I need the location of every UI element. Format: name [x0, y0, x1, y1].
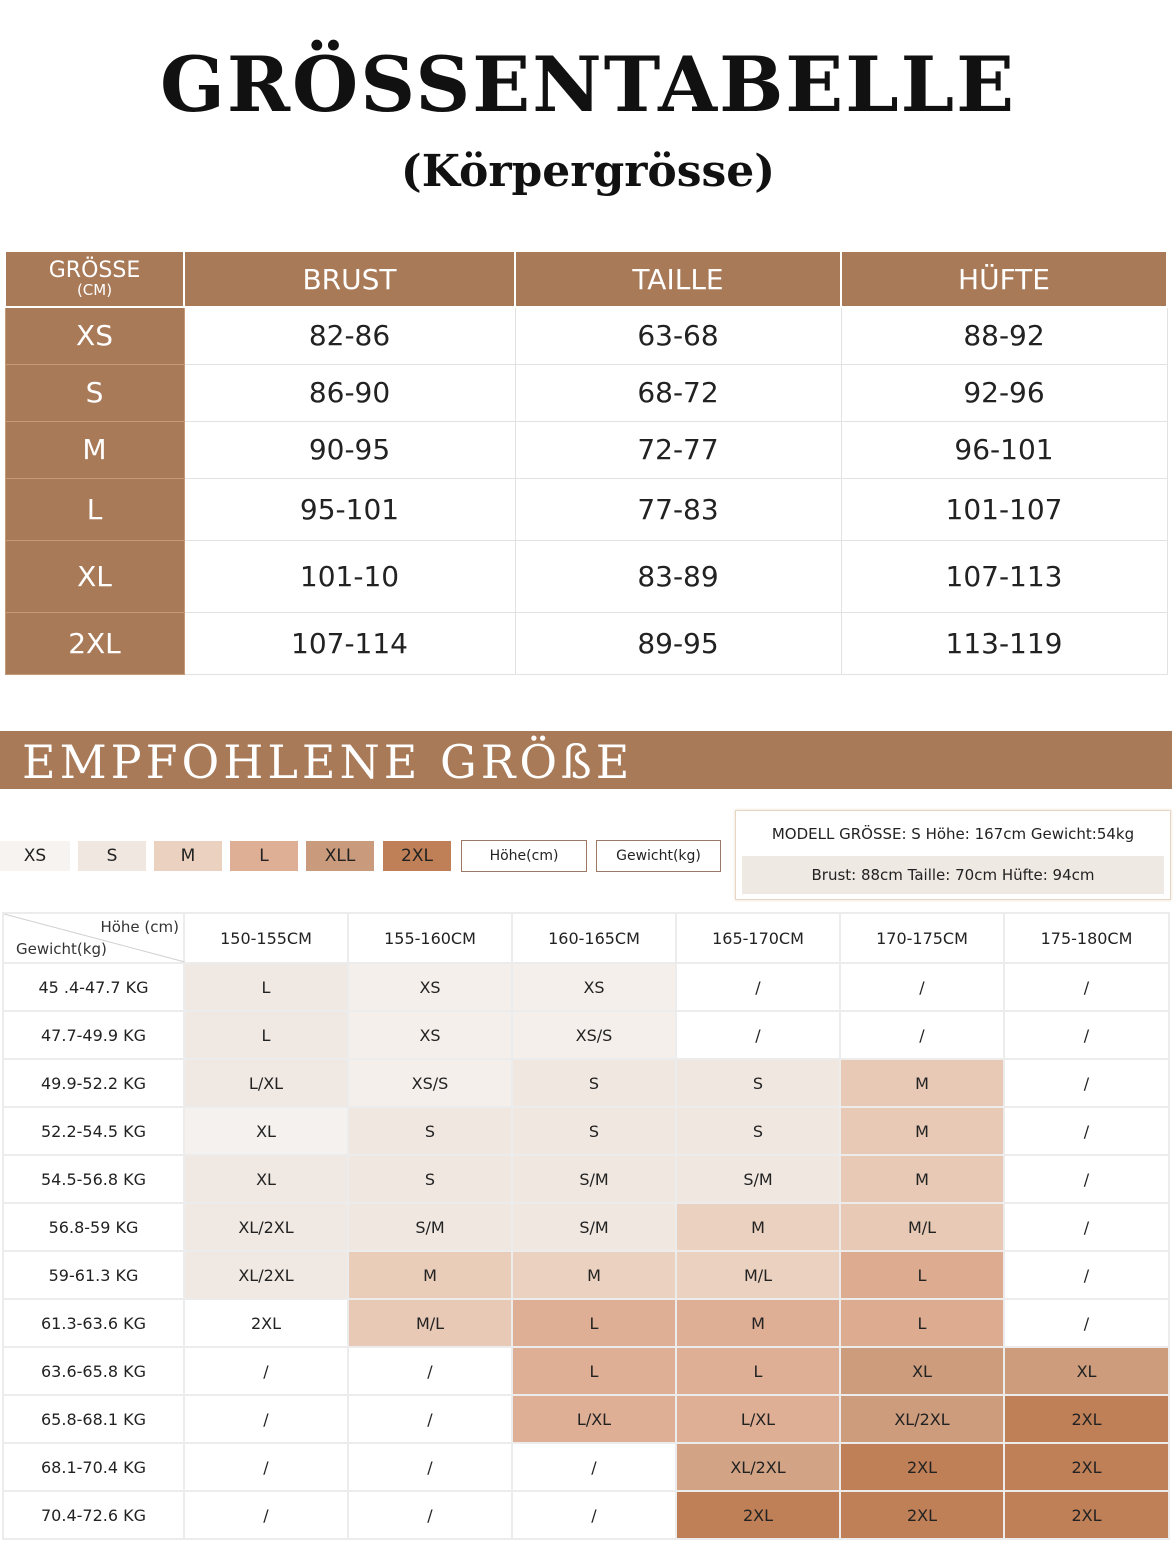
brust-value: 90-95 [184, 421, 515, 478]
weight-range-label: 47.7-49.9 KG [3, 1011, 184, 1059]
recommended-size-cell: M [512, 1251, 676, 1299]
recommended-size-cell: S [348, 1107, 512, 1155]
recommended-size-cell: / [676, 963, 840, 1011]
recommended-size-cell: XS [348, 963, 512, 1011]
weight-row [3, 1155, 1169, 1203]
recommended-size-cell: XS [348, 1011, 512, 1059]
page-subtitle: (Körpergrösse) [400, 146, 776, 197]
legend-height-box: Höhe(cm) [461, 840, 587, 872]
recommended-size-cell: / [184, 1443, 348, 1491]
recommended-size-cell: L/XL [676, 1395, 840, 1443]
recommended-size-cell: M [676, 1299, 840, 1347]
taille-value: 77-83 [515, 478, 841, 540]
height-range-header: 175-180CM [1004, 913, 1169, 963]
model-info-box [735, 810, 1171, 900]
brust-value: 82-86 [184, 307, 515, 364]
weight-range-label: 59-61.3 KG [3, 1251, 184, 1299]
recommended-size-cell: / [348, 1347, 512, 1395]
recommended-size-cell: / [1004, 1203, 1169, 1251]
recommended-size-cell: S/M [512, 1155, 676, 1203]
taille-value: 63-68 [515, 307, 841, 364]
recommended-size-cell: L [184, 963, 348, 1011]
legend-chip: M [154, 841, 222, 871]
size-label: XL [5, 540, 184, 612]
height-range-header: 165-170CM [676, 913, 840, 963]
size-row [5, 478, 1167, 540]
size-row [5, 364, 1167, 421]
brust-value: 86-90 [184, 364, 515, 421]
size-label: L [5, 478, 184, 540]
recommended-size-cell: L [512, 1299, 676, 1347]
corner-height-label: Höhe (cm) [100, 918, 179, 936]
weight-range-label: 49.9-52.2 KG [3, 1059, 184, 1107]
huefte-value: 92-96 [841, 364, 1167, 421]
corner-weight-label: Gewicht(kg) [16, 940, 107, 958]
recommended-size-cell: L [512, 1347, 676, 1395]
brust-value: 101-10 [184, 540, 515, 612]
brust-header: BRUST [184, 251, 515, 307]
corner-cell [3, 913, 184, 963]
recommended-size-cell: XL [184, 1155, 348, 1203]
weight-range-label: 45 .4-47.7 KG [3, 963, 184, 1011]
brust-value: 95-101 [184, 478, 515, 540]
height-range-header: 160-165CM [512, 913, 676, 963]
recommended-size-cell: S/M [512, 1203, 676, 1251]
taille-value: 89-95 [515, 612, 841, 674]
height-range-header: 150-155CM [184, 913, 348, 963]
weight-row [3, 1203, 1169, 1251]
recommended-size-cell: / [1004, 1155, 1169, 1203]
recommended-size-cell: 2XL [840, 1443, 1004, 1491]
legend-chip: XS [0, 841, 70, 871]
legend-chip: S [78, 841, 146, 871]
weight-range-label: 52.2-54.5 KG [3, 1107, 184, 1155]
recommended-size-cell: 2XL [184, 1299, 348, 1347]
recommended-size-cell: XL/2XL [840, 1395, 1004, 1443]
recommended-size-cell: / [1004, 1107, 1169, 1155]
recommended-size-cell: M [348, 1251, 512, 1299]
recommended-size-cell: / [348, 1443, 512, 1491]
recommended-size-cell: XL/2XL [676, 1443, 840, 1491]
weight-row [3, 1011, 1169, 1059]
recommended-size-cell: XL [840, 1347, 1004, 1395]
size-label: M [5, 421, 184, 478]
recommended-size-cell: XL [1004, 1347, 1169, 1395]
recommended-size-cell: XL/2XL [184, 1251, 348, 1299]
size-row [5, 540, 1167, 612]
recommended-size-cell: S [512, 1107, 676, 1155]
recommended-size-cell: S [512, 1059, 676, 1107]
height-range-header: 170-175CM [840, 913, 1004, 963]
weight-range-label: 70.4-72.6 KG [3, 1491, 184, 1539]
recommended-size-cell: / [1004, 1299, 1169, 1347]
recommended-size-cell: L/XL [512, 1395, 676, 1443]
model-size-info: MODELL GRÖSSE: S Höhe: 167cm Gewicht:54kg [771, 825, 1135, 843]
recommended-size-cell: 2XL [1004, 1443, 1169, 1491]
recommended-size-cell: / [1004, 1011, 1169, 1059]
recommended-size-cell: / [184, 1491, 348, 1539]
weight-range-label: 65.8-68.1 KG [3, 1395, 184, 1443]
recommended-size-cell: 2XL [840, 1491, 1004, 1539]
banner-title: EMPFOHLENE GRÖßE [22, 735, 634, 789]
size-header [5, 251, 184, 307]
weight-range-label: 68.1-70.4 KG [3, 1443, 184, 1491]
taille-value: 68-72 [515, 364, 841, 421]
recommendation-table [2, 912, 1170, 1540]
recommended-size-cell: XS [512, 963, 676, 1011]
size-row [5, 421, 1167, 478]
weight-row [3, 1107, 1169, 1155]
recommended-size-cell: / [840, 1011, 1004, 1059]
legend-chip: XLL [306, 841, 374, 871]
recommended-size-cell: S/M [676, 1155, 840, 1203]
size-row [5, 307, 1167, 364]
size-row [5, 612, 1167, 674]
recommended-size-cell: XS/S [348, 1059, 512, 1107]
recommended-size-cell: / [1004, 1059, 1169, 1107]
recommended-size-cell: S [348, 1155, 512, 1203]
recommended-size-cell: L [676, 1347, 840, 1395]
huefte-header: HÜFTE [841, 251, 1167, 307]
recommended-size-cell: M [840, 1107, 1004, 1155]
height-range-header: 155-160CM [348, 913, 512, 963]
recommended-size-cell: XL/2XL [184, 1203, 348, 1251]
size-header-unit: (CM) [76, 281, 113, 299]
recommended-size-cell: M/L [348, 1299, 512, 1347]
model-measurements-info: Brust: 88cm Taille: 70cm Hüfte: 94cm [742, 856, 1164, 894]
huefte-value: 88-92 [841, 307, 1167, 364]
body-measurement-table [4, 250, 1168, 675]
recommended-size-banner [0, 731, 1172, 789]
recommended-size-cell: / [840, 963, 1004, 1011]
weight-range-label: 54.5-56.8 KG [3, 1155, 184, 1203]
taille-header: TAILLE [515, 251, 841, 307]
recommended-size-cell: / [676, 1011, 840, 1059]
weight-row [3, 1347, 1169, 1395]
size-label: S [5, 364, 184, 421]
taille-value: 72-77 [515, 421, 841, 478]
recommended-size-cell: XS/S [512, 1011, 676, 1059]
legend-weight-box: Gewicht(kg) [596, 840, 721, 872]
recommended-size-cell: / [1004, 963, 1169, 1011]
recommended-size-cell: M [840, 1059, 1004, 1107]
size-header-label: GRÖSSE [48, 258, 141, 283]
weight-row [3, 1443, 1169, 1491]
huefte-value: 101-107 [841, 478, 1167, 540]
recommended-size-cell: / [512, 1443, 676, 1491]
recommended-size-cell: / [1004, 1251, 1169, 1299]
weight-range-label: 63.6-65.8 KG [3, 1347, 184, 1395]
taille-value: 83-89 [515, 540, 841, 612]
weight-row [3, 1251, 1169, 1299]
legend-chip: 2XL [383, 841, 451, 871]
recommended-size-cell: M [676, 1203, 840, 1251]
weight-row [3, 1395, 1169, 1443]
recommended-size-cell: M [840, 1155, 1004, 1203]
recommended-size-cell: 2XL [1004, 1395, 1169, 1443]
recommended-size-cell: L [840, 1251, 1004, 1299]
page-title: GRÖSSENTABELLE [159, 40, 1017, 129]
huefte-value: 113-119 [841, 612, 1167, 674]
recommended-size-cell: L [840, 1299, 1004, 1347]
weight-row [3, 963, 1169, 1011]
recommended-size-cell: 2XL [676, 1491, 840, 1539]
huefte-value: 96-101 [841, 421, 1167, 478]
recommended-size-cell: S [676, 1059, 840, 1107]
recommended-size-cell: M/L [676, 1251, 840, 1299]
recommended-size-cell: / [184, 1347, 348, 1395]
recommended-size-cell: S [676, 1107, 840, 1155]
recommended-size-cell: / [512, 1491, 676, 1539]
recommended-size-cell: XL [184, 1107, 348, 1155]
recommended-size-cell: / [348, 1491, 512, 1539]
weight-range-label: 61.3-63.6 KG [3, 1299, 184, 1347]
weight-row [3, 1299, 1169, 1347]
recommended-size-cell: / [184, 1395, 348, 1443]
recommended-size-cell: M/L [840, 1203, 1004, 1251]
weight-range-label: 56.8-59 KG [3, 1203, 184, 1251]
recommended-size-cell: 2XL [1004, 1491, 1169, 1539]
size-label: 2XL [5, 612, 184, 674]
weight-row [3, 1059, 1169, 1107]
recommended-size-cell: L [184, 1011, 348, 1059]
brust-value: 107-114 [184, 612, 515, 674]
size-label: XS [5, 307, 184, 364]
huefte-value: 107-113 [841, 540, 1167, 612]
recommended-size-cell: L/XL [184, 1059, 348, 1107]
recommended-size-cell: S/M [348, 1203, 512, 1251]
legend-chip: L [230, 841, 298, 871]
weight-row [3, 1491, 1169, 1539]
recommended-size-cell: / [348, 1395, 512, 1443]
